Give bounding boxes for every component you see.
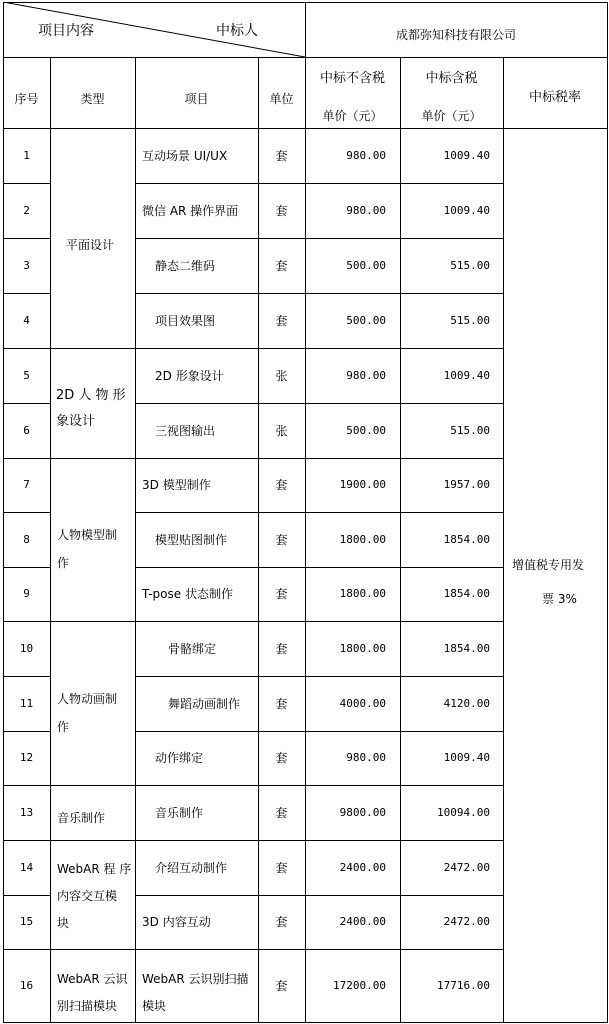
tax-note-line-2: 票 3% — [542, 592, 577, 606]
row-price-ex-tax: 2400.00 — [339, 861, 386, 874]
group-label-flat-design — [66, 238, 114, 252]
grid-line — [3, 895, 51, 896]
row-unit: 套 — [275, 587, 288, 601]
group-label-character-model — [57, 521, 117, 577]
row-price-in-tax: 1009.40 — [443, 751, 490, 764]
grid-line — [135, 676, 504, 677]
row-price-ex-tax: 500.00 — [346, 259, 386, 272]
col-header-price-ex-2: 单价（元） — [322, 109, 383, 123]
row-item: 介绍互动制作 — [155, 861, 228, 875]
row-seq: 13 — [19, 806, 34, 819]
row-item: 舞蹈动画制作 — [168, 697, 241, 711]
item-label-line: 模块 — [142, 999, 167, 1013]
grid-line — [3, 403, 51, 404]
row-unit: 套 — [275, 979, 288, 993]
col-header-unit: 单位 — [269, 92, 294, 106]
row-price-in-tax: 1854.00 — [443, 533, 490, 546]
grid-line — [3, 458, 504, 459]
row-price-in-tax: 1854.00 — [443, 642, 490, 655]
row-seq: 8 — [23, 533, 30, 546]
group-label-music — [57, 811, 105, 825]
row-price-in-tax: 1009.40 — [443, 369, 490, 382]
row-unit: 套 — [275, 149, 288, 163]
row-item: 项目效果图 — [155, 314, 216, 328]
group-label-line: 作 — [57, 556, 70, 570]
row-seq: 4 — [23, 314, 30, 327]
group-label-line: WebAR 云识 — [57, 972, 128, 986]
row-price-ex-tax: 1800.00 — [339, 533, 386, 546]
row-unit: 套 — [275, 915, 288, 929]
row-price-in-tax: 2472.00 — [443, 915, 490, 928]
row-seq: 9 — [23, 587, 30, 600]
group-label-2d-character — [56, 383, 126, 435]
row-price-in-tax: 515.00 — [450, 314, 490, 327]
row-price-ex-tax: 980.00 — [346, 149, 386, 162]
row-item: 3D 内容互动 — [142, 915, 211, 929]
col-header-price-ex-1: 中标不含税 — [319, 71, 385, 86]
group-label-line: 块 — [57, 916, 70, 930]
grid-line — [400, 57, 401, 1023]
tax-note — [512, 557, 607, 607]
item-label-16 — [142, 966, 249, 1020]
grid-line — [3, 293, 51, 294]
row-price-in-tax: 515.00 — [450, 424, 490, 437]
row-seq: 6 — [23, 424, 30, 437]
header-bidder: 中标人 — [216, 23, 258, 39]
row-seq: 12 — [19, 751, 34, 764]
row-unit: 张 — [275, 369, 288, 383]
row-item: 互动场景 UI/UX — [142, 149, 228, 163]
row-price-ex-tax: 980.00 — [346, 369, 386, 382]
group-label-line: 音乐制作 — [57, 811, 106, 825]
row-price-ex-tax: 9800.00 — [339, 806, 386, 819]
grid-line — [3, 676, 51, 677]
row-unit: 套 — [275, 751, 288, 765]
grid-line — [135, 512, 504, 513]
row-seq: 2 — [23, 204, 30, 217]
row-item: T-pose 状态制作 — [142, 587, 233, 601]
grid-line — [3, 512, 51, 513]
row-unit: 套 — [275, 259, 288, 273]
row-seq: 14 — [19, 861, 34, 874]
row-price-ex-tax: 2400.00 — [339, 915, 386, 928]
row-price-in-tax: 1957.00 — [443, 478, 490, 491]
group-label-line: 平面设计 — [66, 238, 115, 252]
row-seq: 1 — [23, 149, 30, 162]
group-label-line: 人物模型制 — [57, 528, 118, 542]
row-price-in-tax: 4120.00 — [443, 697, 490, 710]
col-header-price-in-2: 单价（元） — [421, 109, 482, 123]
grid-line — [135, 293, 504, 294]
row-item: 微信 AR 操作界面 — [142, 204, 239, 218]
row-unit: 套 — [275, 642, 288, 656]
col-header-tax: 中标税率 — [528, 90, 581, 105]
row-seq: 15 — [19, 915, 34, 928]
group-label-webar-interaction — [57, 856, 131, 937]
row-unit: 套 — [275, 533, 288, 547]
row-item: 动作绑定 — [155, 751, 204, 765]
row-price-ex-tax: 1800.00 — [339, 642, 386, 655]
grid-line — [135, 238, 504, 239]
row-unit: 套 — [275, 697, 288, 711]
row-unit: 套 — [275, 314, 288, 328]
header-item-content: 项目内容 — [38, 23, 94, 39]
row-item: 音乐制作 — [155, 806, 204, 820]
row-unit: 张 — [275, 424, 288, 438]
grid-line — [3, 238, 51, 239]
tax-note-line-1: 增值税专用发 — [512, 558, 585, 572]
group-label-line: WebAR 程 序 — [57, 862, 132, 876]
grid-line — [135, 731, 504, 732]
group-label-line: 别扫描模块 — [57, 999, 118, 1013]
grid-line — [135, 567, 504, 568]
grid-line — [3, 949, 504, 950]
group-label-character-animation — [57, 685, 117, 741]
grid-line — [135, 895, 504, 896]
grid-line — [3, 183, 51, 184]
row-price-in-tax: 1009.40 — [443, 204, 490, 217]
row-seq: 10 — [19, 642, 34, 655]
grid-line — [258, 57, 259, 1023]
group-label-line: 人物动画制 — [57, 692, 118, 706]
grid-line — [50, 57, 51, 1023]
grid-line — [135, 57, 136, 1023]
row-item: 3D 模型制作 — [142, 478, 211, 492]
row-item: 模型贴图制作 — [155, 533, 228, 547]
group-label-line: 象设计 — [56, 414, 96, 429]
row-price-in-tax: 1009.40 — [443, 149, 490, 162]
col-header-seq: 序号 — [14, 92, 39, 106]
row-price-ex-tax: 1900.00 — [339, 478, 386, 491]
item-label-line: WebAR 云识别扫描 — [142, 972, 249, 986]
group-label-line: 内容交互模 — [57, 889, 118, 903]
row-price-ex-tax: 500.00 — [346, 314, 386, 327]
col-header-item: 项目 — [184, 92, 209, 106]
row-seq: 7 — [23, 478, 30, 491]
grid-line — [3, 621, 504, 622]
group-label-line: 2D 人 物 形 — [56, 388, 126, 403]
row-item: 静态二维码 — [155, 259, 216, 273]
row-seq: 3 — [23, 259, 30, 272]
grid-line — [3, 348, 504, 349]
col-header-price-in-1: 中标含税 — [425, 71, 478, 86]
row-seq: 16 — [19, 979, 34, 992]
grid-line — [503, 57, 504, 1023]
grid-line — [3, 785, 504, 786]
row-price-in-tax: 10094.00 — [437, 806, 490, 819]
row-price-in-tax: 2472.00 — [443, 861, 490, 874]
row-seq: 11 — [19, 697, 34, 710]
row-item: 2D 形象设计 — [155, 369, 224, 383]
grid-line — [3, 731, 51, 732]
group-label-line: 作 — [57, 720, 70, 734]
row-price-in-tax: 1854.00 — [443, 587, 490, 600]
row-price-ex-tax: 4000.00 — [339, 697, 386, 710]
row-item: 骨骼绑定 — [168, 642, 217, 656]
grid-line — [135, 403, 504, 404]
row-price-ex-tax: 500.00 — [346, 424, 386, 437]
row-price-ex-tax: 980.00 — [346, 751, 386, 764]
row-unit: 套 — [275, 806, 288, 820]
grid-line — [3, 840, 504, 841]
grid-line — [3, 1022, 608, 1023]
grid-line — [607, 2, 608, 1023]
grid-line — [135, 183, 504, 184]
row-unit: 套 — [275, 204, 288, 218]
row-price-ex-tax: 17200.00 — [333, 979, 386, 992]
col-header-type: 类型 — [80, 92, 105, 106]
row-unit: 套 — [275, 478, 288, 492]
row-price-in-tax: 17716.00 — [437, 979, 490, 992]
row-price-in-tax: 515.00 — [450, 259, 490, 272]
row-seq: 5 — [23, 369, 30, 382]
row-item: 三视图输出 — [155, 424, 216, 438]
company-name: 成都弥知科技有限公司 — [395, 28, 516, 42]
row-price-ex-tax: 980.00 — [346, 204, 386, 217]
grid-line — [3, 567, 51, 568]
group-label-webar-scan — [57, 966, 128, 1020]
row-price-ex-tax: 1800.00 — [339, 587, 386, 600]
row-unit: 套 — [275, 861, 288, 875]
